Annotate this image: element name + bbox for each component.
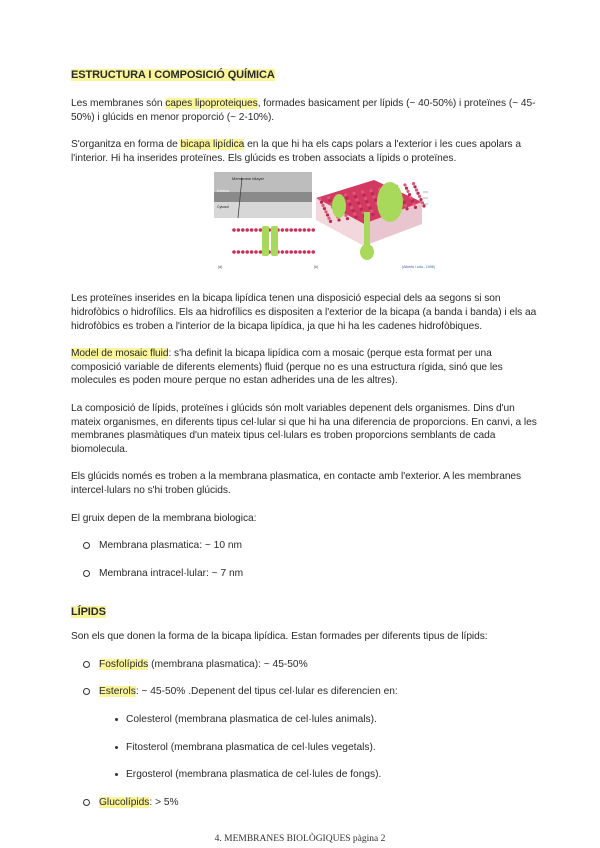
paragraph-glucids: Els glúcids només es troben a la membrana plasmatica, en contacte amb l'exterior. A les membranes intercel·lulars no s'hi troben glúcids.	[71, 471, 522, 496]
lipid-head	[422, 204, 425, 207]
lipid-head	[237, 228, 241, 232]
paragraph-lipoproteic: Les membranes són capes lipoproteiques, formades basicament per lípids (~ 40-50%) i proteïnes (~ 45-50%) i glúcids en menor proporció (~ 2-10%).	[71, 98, 536, 123]
list-item: Fosfolípids (membrana plasmatica): ~ 45-50%	[71, 658, 541, 672]
lipid-head	[327, 217, 330, 220]
lipid-head	[241, 228, 245, 232]
lipid-head	[364, 197, 367, 200]
lipid-head	[232, 250, 236, 254]
lipid-head	[369, 189, 372, 192]
lipid-head	[412, 182, 415, 185]
lipid-head	[294, 250, 298, 254]
label-cytosol: Cytosol	[217, 205, 229, 209]
lipid-head	[350, 206, 353, 209]
lipid-head	[250, 228, 254, 232]
list-item: Esterols: ~ 45-50% .Depenent del tipus cel·lular es diferencien en:	[71, 685, 541, 699]
lipid-head	[408, 193, 411, 196]
lipid-head	[285, 228, 289, 232]
lipid-head	[403, 183, 406, 186]
thickness-list	[71, 539, 541, 580]
lipid-head	[324, 210, 327, 213]
lipid-head	[307, 250, 311, 254]
lipid-head	[298, 228, 302, 232]
list-item: Ergosterol (membrana plasmatica de cel·lules de fongs).	[71, 768, 541, 782]
lipid-head	[404, 204, 407, 207]
protein-channel	[262, 226, 269, 256]
lipid-head	[370, 210, 373, 213]
protein-small	[332, 194, 346, 218]
lipid-head	[303, 250, 307, 254]
lipid-head	[346, 217, 349, 220]
protein-large	[377, 182, 403, 222]
list-item: Glucolípids: > 5%	[71, 796, 541, 810]
lipid-head	[354, 216, 357, 219]
lipid-head	[416, 192, 419, 195]
lipid-head	[323, 207, 326, 210]
section-title-lipids: LÍPIDS	[71, 606, 106, 619]
lipid-head	[406, 190, 409, 193]
list-item: Membrana intracel·lular: ~ 7 nm	[71, 567, 541, 581]
lipid-head	[362, 194, 365, 197]
lipid-head	[414, 206, 417, 209]
lipid-head	[250, 250, 254, 254]
lipid-head	[419, 198, 422, 201]
lipid-head	[329, 220, 332, 223]
lipid-head	[232, 228, 236, 232]
lipid-head	[344, 214, 347, 217]
lipid-head	[289, 250, 293, 254]
lipid-head	[347, 200, 350, 203]
lipid-head	[337, 218, 340, 221]
lipid-head	[326, 213, 329, 216]
list-item: Colesterol (membrana plasmatica de cel·lules animals).	[71, 713, 541, 727]
highlight-bicapa: bicapa lipídica	[180, 139, 245, 151]
lipid-head	[353, 212, 356, 215]
lipid-head	[345, 196, 348, 199]
lipid-head	[409, 196, 412, 199]
lipid-head	[355, 198, 358, 201]
lipid-head	[361, 190, 364, 193]
lipid-head	[348, 203, 351, 206]
lipid-head	[354, 195, 357, 198]
label-b: (b)	[314, 265, 319, 269]
sterols-sublist	[71, 713, 541, 782]
protein-channel	[271, 226, 278, 256]
cartoon-bilayer	[232, 226, 315, 256]
lipid-head	[327, 196, 330, 199]
lipid-head	[298, 250, 302, 254]
highlight-model: Model de mosaic fluid	[71, 348, 169, 360]
lipid-head	[259, 250, 263, 254]
lipid-head	[418, 195, 421, 198]
lipid-head	[285, 250, 289, 254]
highlight-capes: capes lipoproteiques	[165, 98, 258, 109]
lipids-list	[71, 658, 541, 699]
lipid-head	[372, 195, 375, 198]
lipid-head	[405, 207, 408, 210]
lipid-head	[318, 197, 321, 200]
lipid-head	[289, 228, 293, 232]
lipid-head	[320, 201, 323, 204]
lipid-head	[358, 205, 361, 208]
protein-tube	[364, 212, 370, 246]
lipid-head	[360, 208, 363, 211]
lipid-head	[241, 250, 245, 254]
lipid-head	[281, 228, 285, 232]
label-a: (a)	[218, 265, 223, 269]
section-title-structure: ESTRUCTURA I COMPOSICIÓ QUÍMICA	[71, 69, 275, 81]
membrane-3d	[316, 180, 428, 260]
protein-bottom	[360, 244, 374, 260]
lipid-head	[352, 192, 355, 195]
lipid-head	[367, 203, 370, 206]
micrograph-band	[214, 192, 312, 202]
lipid-head	[415, 188, 418, 191]
lipid-head	[412, 203, 415, 206]
paragraph-fluid-mosaic: Model de mosaic fluid: s'ha definit la bicapa lipídica com a mosaic (perque esta format per una composició variable de diferents elements) fluid (perque no es una estructura rígida, sinó que les molecules es poden moure perque no estan adherides una de les altres).	[71, 348, 503, 387]
paragraph-bilayer: S'organitza en forma de bicapa lipídica en la que hi ha els caps polars a l'exterior i les cues apolars a l'interior. Hi ha inserides proteïnes. Els glúcids es troben associats a lípids o proteïnes.	[71, 139, 521, 164]
lipid-head	[281, 250, 285, 254]
lipid-head	[254, 228, 258, 232]
label-exterior: Exterior	[217, 189, 230, 193]
lipid-head	[328, 199, 331, 202]
lipid-head	[259, 228, 263, 232]
list-item: Fitosterol (membrana plasmatica de cel·lules vegetals).	[71, 741, 541, 755]
page-footer: 4. MEMBRANES BIOLÒGIQUES pàgina 2	[214, 834, 386, 844]
lipids-list-end	[71, 796, 541, 810]
lipid-head	[371, 213, 374, 216]
paragraph-lipids-intro: Son els que donen la forma de la bicapa lipídica. Estan formades per diferents tipus de lípids:	[71, 631, 488, 643]
paragraph-proteins: Les proteïnes inserides en la bicapa lipídica tenen una disposició especial dels aa segons si son hidrofòbics o hidrofílics. Els aa hidrofílics es dispositen a l'exterior de la bicapa (a banda i banda) i els aa hidrofòbics es troben a l'interior de la bicapa lipídica, ja que hi ha les cadenes hidrofòbiques.	[71, 293, 537, 332]
lipid-head	[405, 187, 408, 190]
lipid-head	[344, 193, 347, 196]
lipid-head	[237, 250, 241, 254]
paragraph-thickness: El gruix depen de la membrana biologica:	[71, 512, 257, 524]
lipid-head	[245, 250, 249, 254]
lipid-head	[351, 209, 354, 212]
lipid-head	[311, 228, 315, 232]
paragraph-composition: La composició de lípids, proteïnes i glúcids són molt variables depenent dels organismes. Dins d'un mateix organismes, en diferents tipus cel·lular si que hi ha una diferencia de proporcions. En canvi, a les membranes plasmàtiques d'un mateix tipus cel·lulars es troben proporcions semblants de cada biomolecula.	[71, 402, 537, 455]
lipid-head	[371, 192, 374, 195]
lipid-head	[307, 228, 311, 232]
lipid-head	[254, 250, 258, 254]
lipid-head	[357, 201, 360, 204]
lipid-head	[365, 200, 368, 203]
lipid-head	[294, 228, 298, 232]
list-item: Membrana plasmatica: ~ 10 nm	[71, 539, 541, 553]
lipid-head	[245, 228, 249, 232]
lipid-head	[368, 206, 371, 209]
lipid-head	[311, 250, 315, 254]
lipid-head	[411, 199, 414, 202]
label-membrane-bilayer: Membrane bilayer	[232, 176, 265, 181]
membrane-diagram	[214, 172, 446, 272]
membrane-figure	[214, 172, 446, 272]
lipid-head	[321, 204, 324, 207]
lipid-head	[374, 199, 377, 202]
lipid-head	[303, 228, 307, 232]
figure-credit: (Alberts i cols., 1996)	[402, 265, 435, 269]
lipid-head	[413, 185, 416, 188]
